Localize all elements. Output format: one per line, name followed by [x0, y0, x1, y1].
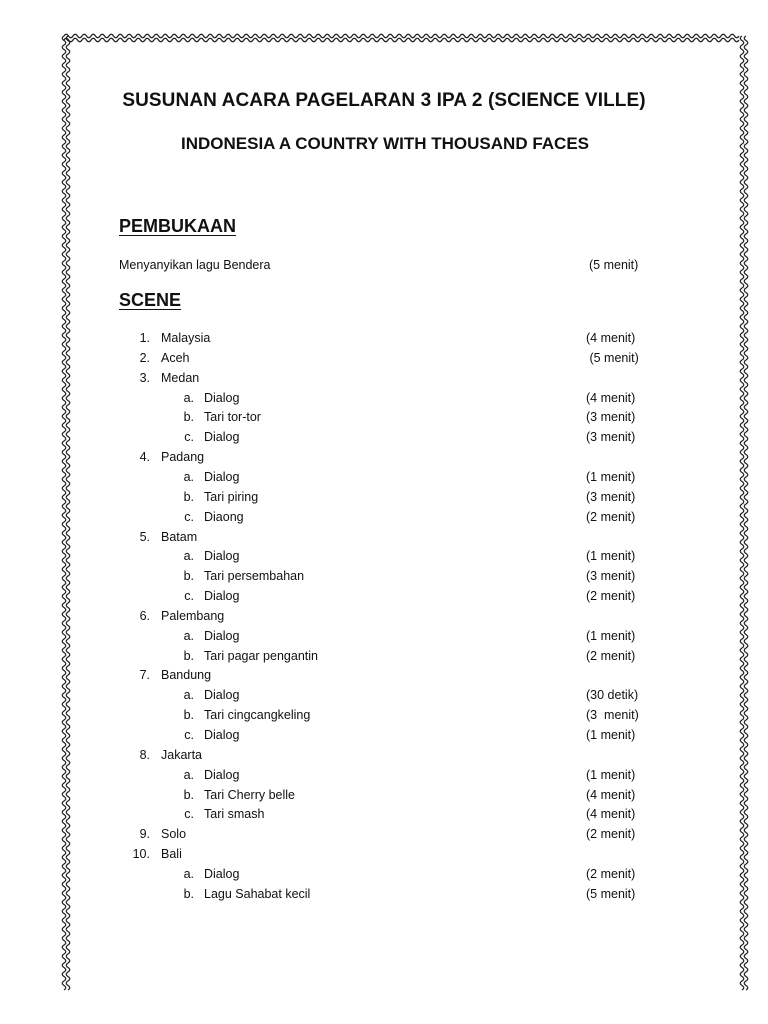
list-item-duration: (2 menit) [586, 589, 636, 603]
list-subitem-letter: c. [184, 728, 194, 742]
list-item-duration: (5 menit) [586, 887, 636, 901]
list-subitem-letter: a. [183, 549, 194, 563]
page-title: SUSUNAN ACARA PAGELARAN 3 IPA 2 (SCIENCE VILLE) [122, 90, 646, 111]
list-item-label: Dialog [204, 768, 240, 782]
list-subitem-letter: c. [184, 589, 194, 603]
list-item-number: 4. [139, 450, 150, 464]
list-item-number: 6. [139, 609, 150, 623]
list-item-label: Tari tor-tor [204, 410, 261, 424]
list-item-duration: (3 menit) [586, 410, 636, 424]
list-item-label: Diaong [204, 510, 244, 524]
list-item-duration: (2 menit) [586, 510, 636, 524]
list-item-number: 7. [139, 668, 150, 682]
list-item-label: Dialog [204, 549, 240, 563]
list-item-duration: (3 menit) [586, 490, 636, 504]
scene-heading: SCENE [119, 290, 182, 310]
list-subitem-letter: a. [183, 629, 194, 643]
list-item-duration: (2 menit) [586, 827, 636, 841]
list-item-duration: (30 detik) [586, 688, 639, 702]
list-item-label: Medan [161, 371, 200, 385]
list-item-label: Dialog [204, 688, 240, 702]
list-item-duration: (4 menit) [586, 391, 636, 405]
list-item-label: Padang [161, 450, 205, 464]
list-item-label: Tari smash [204, 807, 265, 821]
opening-item: Menyanyikan lagu Bendera [119, 258, 271, 272]
list-item-label: Malaysia [161, 331, 211, 345]
list-item-duration: (3 menit) [586, 569, 636, 583]
list-item-label: Batam [161, 530, 198, 544]
opening-duration: (5 menit) [589, 258, 639, 272]
list-item-label: Dialog [204, 589, 240, 603]
list-item-label: Tari piring [204, 490, 259, 504]
list-item-label: Dialog [204, 867, 240, 881]
list-item-number: 1. [139, 331, 150, 345]
list-item-label: Tari cingcangkeling [204, 708, 311, 722]
list-item-number: 8. [139, 748, 150, 762]
list-item-label: Dialog [204, 391, 240, 405]
list-item-duration: (4 menit) [586, 331, 636, 345]
list-item-label: Lagu Sahabat kecil [204, 887, 311, 901]
list-item-number: 3. [139, 371, 150, 385]
list-item-duration: (1 menit) [586, 629, 636, 643]
list-subitem-letter: c. [184, 510, 194, 524]
list-item-duration: (3 menit) [586, 708, 639, 722]
list-item-duration: (5 menit) [586, 351, 639, 365]
list-item-number: 9. [139, 827, 150, 841]
list-item-duration: (4 menit) [586, 807, 636, 821]
list-item-number: 2. [139, 351, 150, 365]
list-item-label: Solo [161, 827, 187, 841]
list-item-label: Dialog [204, 629, 240, 643]
list-item-label: Jakarta [161, 748, 202, 762]
list-item-label: Dialog [204, 470, 240, 484]
opening-heading: PEMBUKAAN [119, 216, 236, 236]
list-item-label: Dialog [204, 430, 240, 444]
list-item-label: Dialog [204, 728, 240, 742]
list-item-duration: (1 menit) [586, 768, 636, 782]
list-item-label: Palembang [161, 609, 225, 623]
list-subitem-letter: c. [184, 807, 194, 821]
list-item-duration: (3 menit) [586, 430, 636, 444]
list-item-label: Tari Cherry belle [204, 788, 296, 802]
list-item-duration: (1 menit) [586, 549, 636, 563]
list-item-duration: (1 menit) [586, 728, 636, 742]
list-item-duration: (1 menit) [586, 470, 636, 484]
list-item-number: 10. [132, 847, 150, 861]
list-item-label: Tari persembahan [204, 569, 305, 583]
list-subitem-letter: b. [183, 569, 194, 583]
list-item-duration: (2 menit) [586, 649, 636, 663]
list-subitem-letter: b. [183, 887, 194, 901]
list-subitem-letter: b. [183, 788, 194, 802]
list-subitem-letter: b. [183, 708, 194, 722]
list-item-duration: (2 menit) [586, 867, 636, 881]
page-subtitle: INDONESIA A COUNTRY WITH THOUSAND FACES [180, 134, 589, 153]
list-subitem-letter: a. [183, 768, 194, 782]
list-subitem-letter: b. [183, 410, 194, 424]
list-subitem-letter: a. [183, 867, 194, 881]
list-item-duration: (4 menit) [586, 788, 636, 802]
list-subitem-letter: a. [183, 391, 194, 405]
list-subitem-letter: c. [184, 430, 194, 444]
list-subitem-letter: b. [183, 490, 194, 504]
list-item-label: Bali [161, 847, 182, 861]
list-subitem-letter: b. [183, 649, 194, 663]
list-item-number: 5. [139, 530, 150, 544]
list-item-label: Aceh [161, 351, 190, 365]
list-item-label: Bandung [161, 668, 212, 682]
list-subitem-letter: a. [183, 470, 194, 484]
list-subitem-letter: a. [183, 688, 194, 702]
list-item-label: Tari pagar pengantin [204, 649, 318, 663]
